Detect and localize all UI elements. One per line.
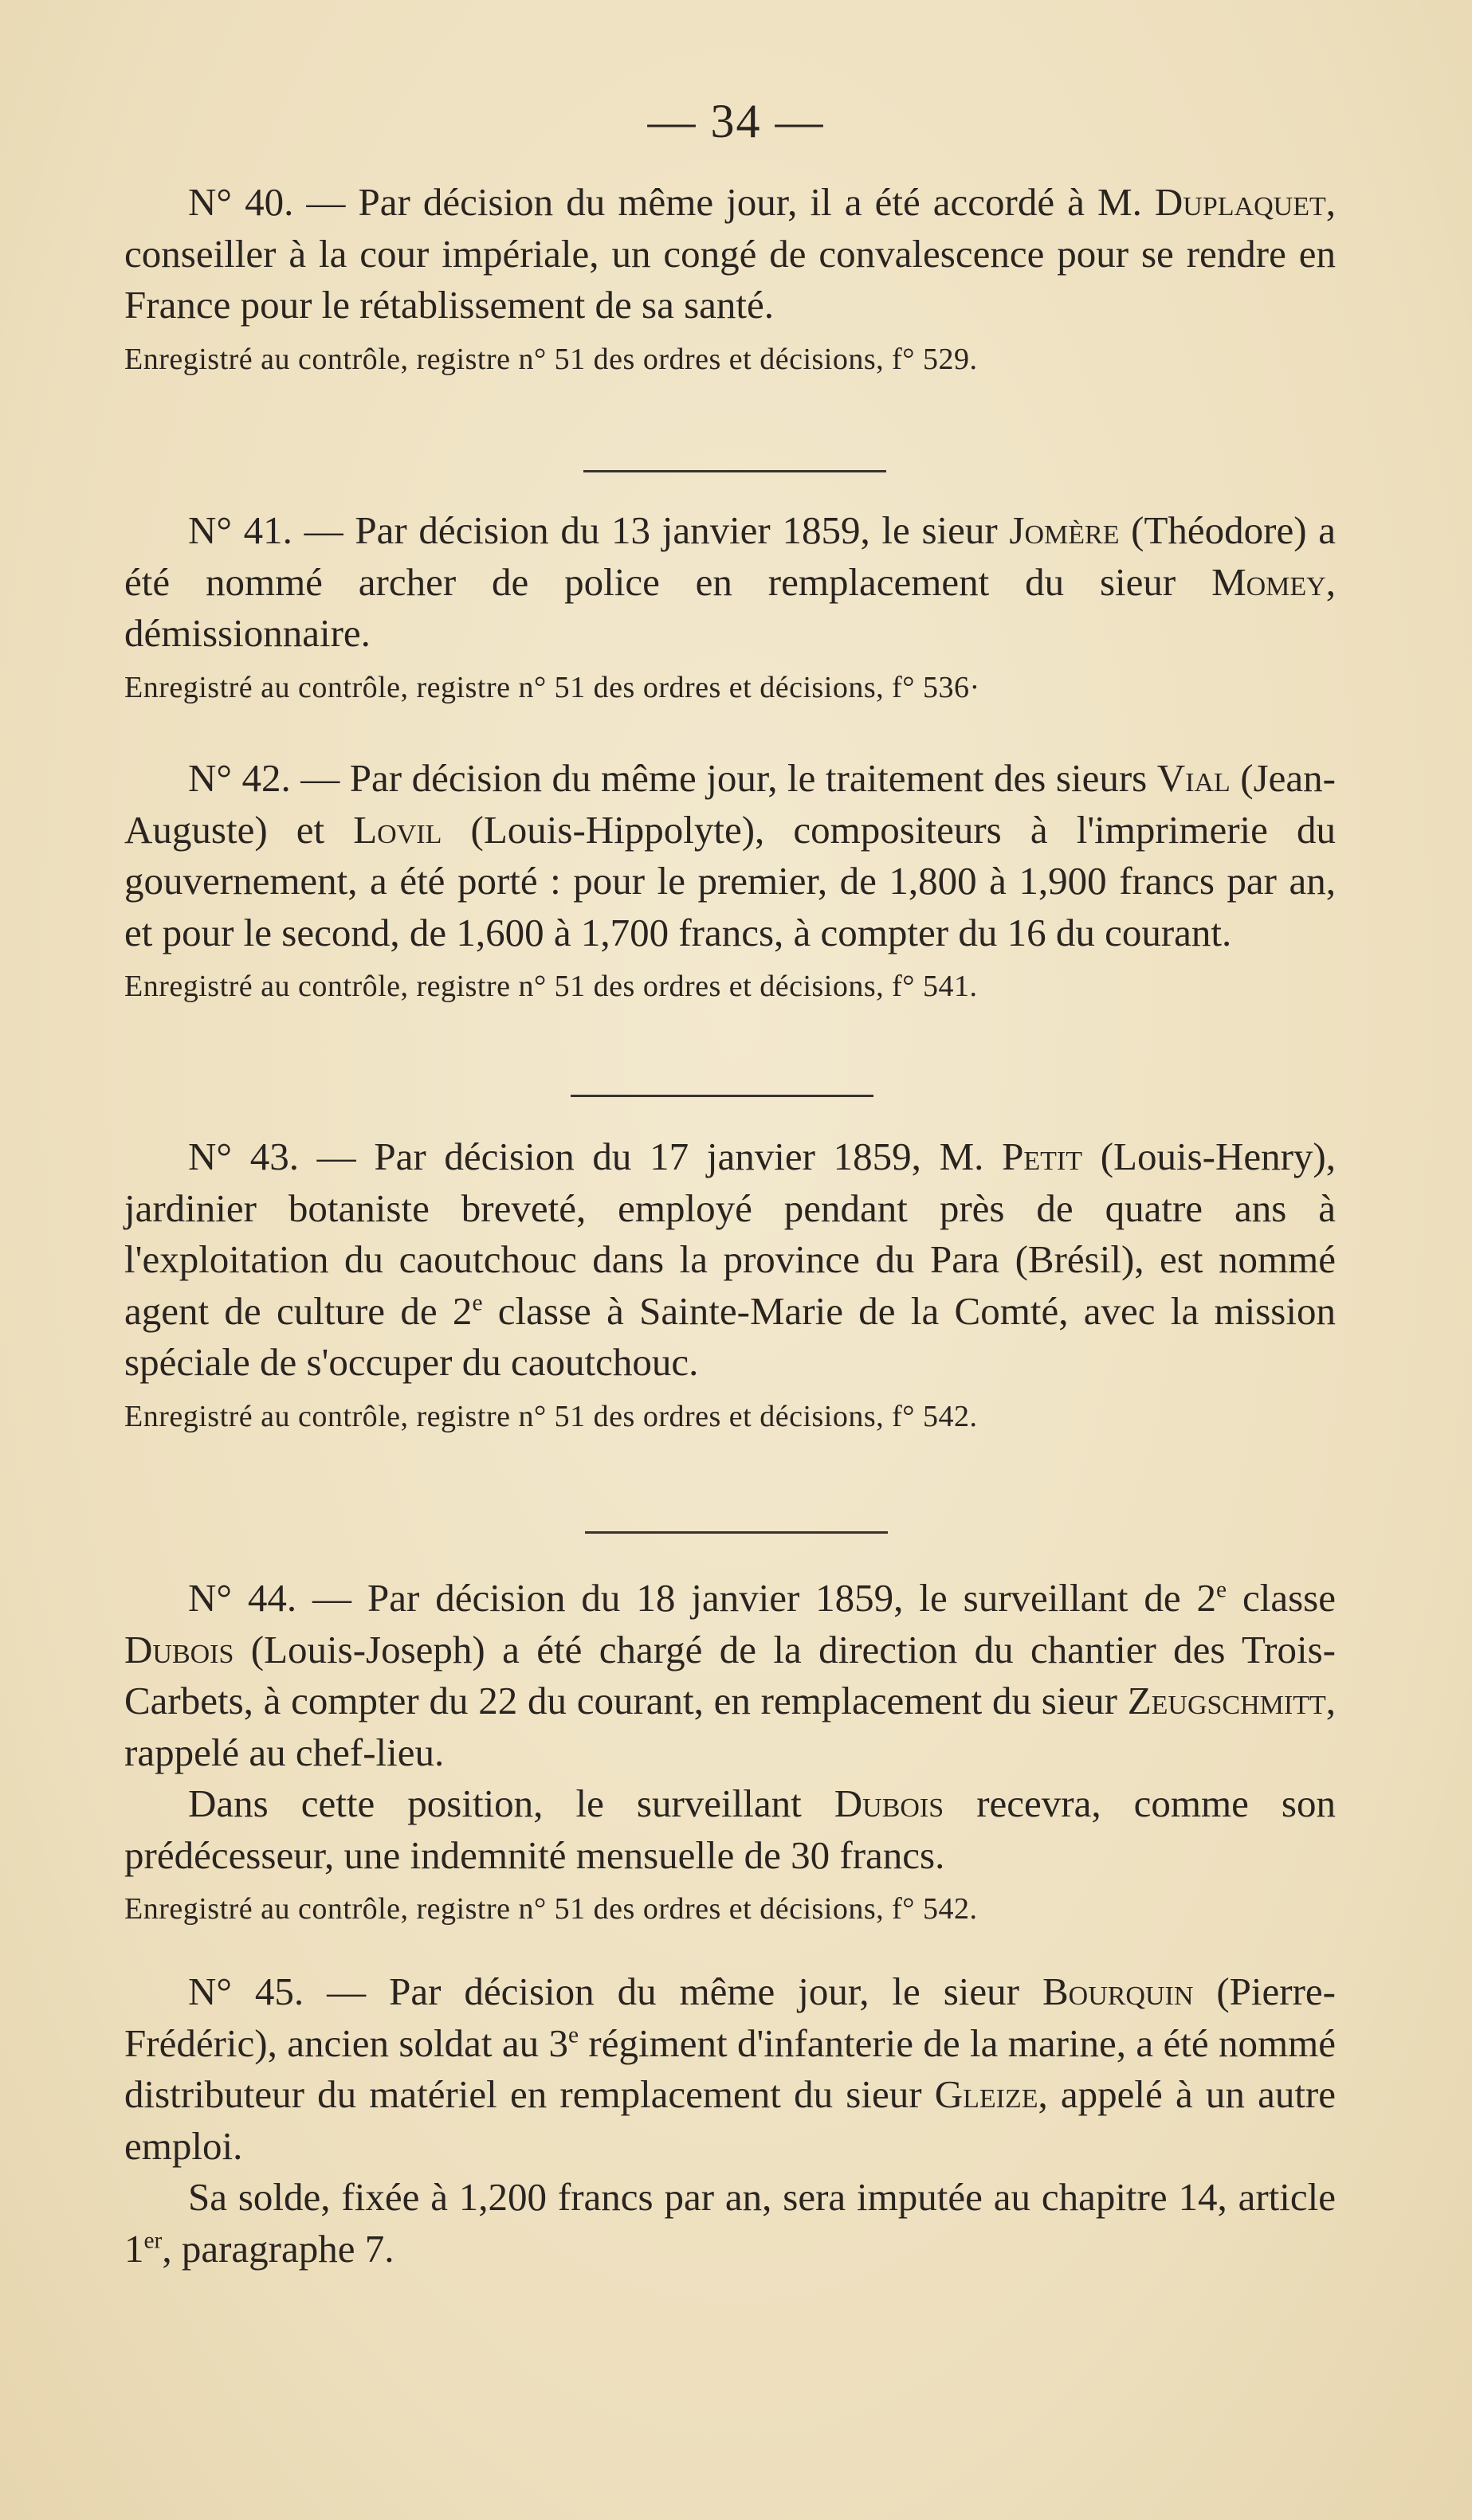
entry-40 <box>124 177 1336 382</box>
person-name: Petit <box>1002 1135 1083 1178</box>
entry-43 <box>124 1131 1336 1440</box>
ordinal-superscript: e <box>1216 1577 1227 1603</box>
entry-44 <box>124 1573 1336 1932</box>
entry-paragraph: Dans cette position, le surveillant Dubois recevra, comme son prédécesseur, une indemnité mensuelle de 30 francs. <box>124 1781 1336 1877</box>
entry-paragraph: N° 42. — Par décision du même jour, le traitement des sieurs Vial (Jean-Auguste) et Lovil (Louis-Hippolyte), compositeurs à l'imprimerie du gouvernement, a été porté : pour le premier, de 1,800 à 1,900 francs par an, et pour le second, de 1,600 à 1,700 francs, à compter du 16 du courant. <box>124 756 1336 954</box>
registration-note: Enregistré au contrôle, registre n° 51 des ordres et décisions, f° 541. <box>124 970 978 1003</box>
entry-paragraph: Sa solde, fixée à 1,200 francs par an, sera imputée au chapitre 14, article 1er, paragraphe 7. <box>124 2175 1336 2271</box>
separator-rule <box>585 1531 888 1534</box>
entry-41 <box>124 505 1336 711</box>
ordinal-superscript: e <box>472 1290 483 1316</box>
person-name: Zeugschmitt <box>1127 1679 1326 1722</box>
person-name: Lovil <box>353 807 442 852</box>
entry-paragraph: N° 43. — Par décision du 17 janvier 1859, M. Petit (Louis-Henry), jardinier botaniste breveté, employé pendant près de quatre ans à l'exploitation du caoutchouc dans la province du Para (Brésil), est nommé agent de culture de 2e classe à Sainte-Marie de la Comté, avec la mission spéciale de s'occuper du caoutchouc. <box>124 1135 1336 1384</box>
entry-45 <box>124 1966 1336 2275</box>
person-name: Bourquin <box>1042 1969 1194 2013</box>
person-name: Dubois <box>834 1781 944 1825</box>
entry-paragraph: N° 44. — Par décision du 18 janvier 1859, le surveillant de 2e classe Dubois (Louis-Joseph) a été chargé de la direction du chantier des Trois-Carbets, à compter du 22 du courant, en remplacement du sieur Zeugschmitt, rappelé au chef-lieu. <box>124 1576 1336 1774</box>
separator-rule <box>571 1095 873 1097</box>
registration-note: Enregistré au contrôle, registre n° 51 des ordres et décisions, f° 536· <box>124 670 980 704</box>
entry-paragraph: N° 41. — Par décision du 13 janvier 1859, le sieur Jomère (Théodore) a été nommé archer de police en remplacement du sieur Momey, démissionnaire. <box>124 508 1336 655</box>
person-name: Duplaquet <box>1154 180 1326 224</box>
entry-42 <box>124 753 1336 1009</box>
person-name: Gleize <box>934 2072 1038 2116</box>
registration-note: Enregistré au contrôle, registre n° 51 des ordres et décisions, f° 529. <box>124 342 978 376</box>
page-number: — 34 — <box>647 95 825 147</box>
person-name: Momey <box>1211 559 1326 604</box>
ordinal-superscript: er <box>143 2228 163 2254</box>
entry-paragraph: N° 40. — Par décision du même jour, il a été accordé à M. Duplaquet, conseiller à la cour impériale, un congé de convalescence pour se rendre en France pour le rétablissement de sa santé. <box>124 180 1336 327</box>
separator-rule <box>583 470 886 472</box>
person-name: Jomère <box>1009 508 1120 552</box>
registration-note: Enregistré au contrôle, registre n° 51 des ordres et décisions, f° 542. <box>124 1399 978 1433</box>
entry-paragraph: N° 45. — Par décision du même jour, le sieur Bourquin (Pierre-Frédéric), ancien soldat au 3e régiment d'infanterie de la marine, a été nommé distributeur du matériel en remplacement du sieur Gleize, appelé à un autre emploi. <box>124 1969 1337 2168</box>
person-name: Vial <box>1156 756 1231 800</box>
registration-note: Enregistré au contrôle, registre n° 51 des ordres et décisions, f° 542. <box>124 1892 978 1926</box>
ordinal-superscript: e <box>567 2022 579 2048</box>
person-name: Dubois <box>124 1627 234 1672</box>
